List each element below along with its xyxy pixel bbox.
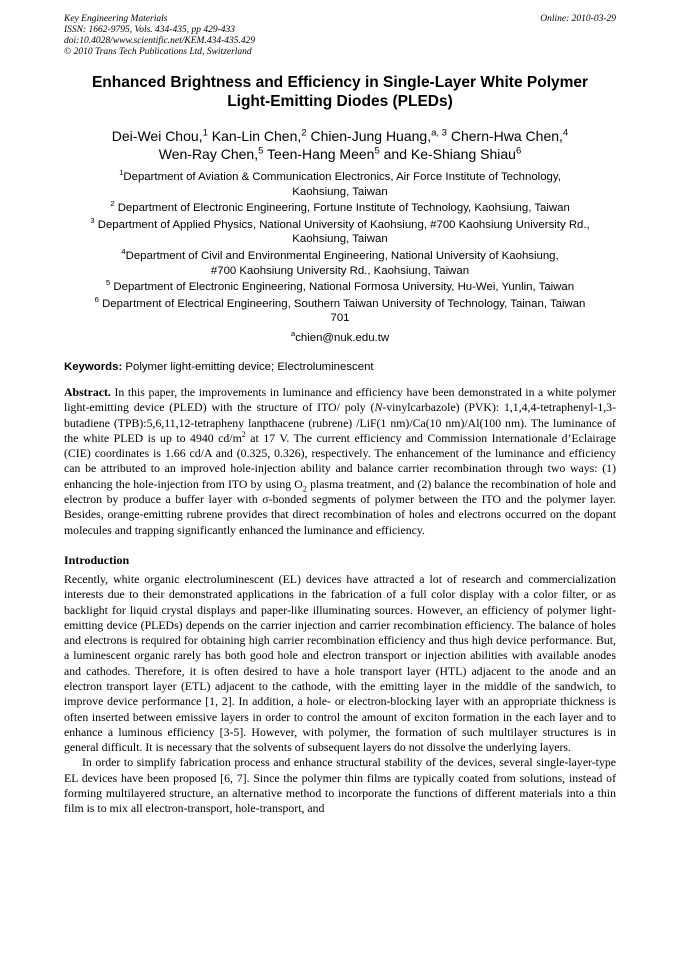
- abstract-italic: N: [374, 400, 383, 415]
- affiliation-item: [64, 294, 616, 326]
- abstract-text: at 17 V. The current efficiency and Commission Internationale d’Eclairage (CIE) coordinates is 1.66 cd/A and (0.325, 0.326), respectively. The enhancement of the luminance and efficiency can be attributed to an improved hole-injection ability and balance carrier recombination through two ways: (1) enhancing the hole-injection from ITO by using O: [64, 430, 617, 491]
- affiliation-number: 1: [119, 168, 124, 178]
- affiliation-text-cont: #700 Kaohsiung University Rd., Kaohsiung, Taiwan: [210, 264, 470, 277]
- affiliation-list: [64, 170, 616, 326]
- affiliation-text: Department of Electrical Engineering, Southern Taiwan University of Technology, Tainan, Taiwan: [102, 297, 586, 310]
- author-affiliation-mark: 2: [301, 127, 307, 139]
- journal-header: [64, 14, 616, 58]
- abstract-text: -vinylcarbazole) (PVK): 1,1,4,4-tetraphenyl-1,3-butadiene (TPB):5,6,11,12-tetrapheny lanpthacene (rubrene) /LiF(1 nm)/Ca(10 nm)/Al(100 nm). The luminance of the white PLED is up to 4940 cd/m: [64, 400, 616, 445]
- affiliation-text: Department of Electronic Engineering, Fortune Institute of Technology, Kaohsiung, Taiwan: [117, 202, 570, 215]
- author-list: [64, 127, 616, 163]
- keywords-label: Keywords:: [64, 360, 123, 373]
- keywords-line: [64, 361, 616, 373]
- affiliation-item: [64, 280, 616, 295]
- author-name: Kan-Lin Chen,: [207, 128, 302, 144]
- affiliation-item: [64, 215, 616, 247]
- introduction-heading: Introduction: [64, 552, 130, 567]
- affiliation-text: Department of Aviation & Communication Electronics, Air Force Institute of Technology,: [123, 171, 561, 183]
- doi-line: doi:10.4028/www.scientific.net/KEM.434-435.429: [64, 36, 256, 46]
- affiliation-text: Department of Applied Physics, National University of Kaohsiung, #700 Kaohsiung University Rd.,: [97, 218, 590, 231]
- affiliation-text-cont: 701: [330, 312, 350, 325]
- online-date: Online: 2010-03-29: [540, 14, 616, 24]
- issn-line: ISSN: 1662-9795, Vols. 434-435, pp 429-433: [64, 25, 235, 35]
- copyright-line: © 2010 Trans Tech Publications Ltd, Switzerland: [64, 47, 252, 57]
- affiliation-text: Department of Civil and Environmental Engineering, National University of Kaohsiung,: [125, 249, 559, 262]
- affiliation-number: 3: [90, 215, 95, 225]
- affiliation-number: 5: [105, 278, 111, 288]
- keywords-text: Polymer light-emitting device; Electroluminescent: [122, 360, 374, 373]
- author-affiliation-mark: 6: [515, 145, 522, 157]
- affiliation-number: 6: [94, 294, 99, 304]
- journal-name: Key Engineering Materials: [64, 14, 168, 24]
- affiliation-number: 2: [110, 199, 115, 209]
- author-affiliation-mark: a, 3: [431, 127, 447, 139]
- corresponding-email: [64, 329, 616, 344]
- abstract: [64, 385, 616, 538]
- author-name: Wen-Ray Chen,: [158, 146, 259, 162]
- author-affiliation-mark: 5: [258, 145, 264, 157]
- author-name: and Ke-Shiang Shiau: [379, 146, 516, 162]
- author-name: Dei-Wei Chou,: [111, 128, 203, 144]
- title-line-1: Enhanced Brightness and Efficiency in Single-Layer White Polymer: [91, 74, 589, 91]
- affiliation-text-cont: Kaohsiung, Taiwan: [292, 185, 388, 198]
- email-mark: a: [290, 329, 296, 339]
- author-affiliation-mark: 1: [202, 127, 208, 139]
- introduction-paragraph: In order to simplify fabrication process and enhance structural stability of the devices, several single-layer-type EL devices have been proposed [6, 7]. Since the polymer thin films are typically coated from solutions, instead of forming multilayered structure, an alternative method to incorporate the functions of different materials into a thin film is to mix all electron-transport, hole-transport, and: [64, 755, 616, 816]
- author-affiliation-mark: 4: [562, 127, 569, 139]
- affiliation-item: [64, 249, 616, 278]
- abstract-subscript: 2: [302, 484, 307, 494]
- title-line-2: Light-Emitting Diodes (PLEDs): [227, 93, 453, 110]
- affiliation-text: Department of Electronic Engineering, National Formosa University, Hu-Wei, Yunlin, Taiwan: [113, 281, 575, 294]
- abstract-label: Abstract.: [64, 384, 111, 399]
- abstract-superscript: 2: [241, 429, 246, 439]
- affiliation-number: 4: [121, 247, 126, 257]
- paper-title: [64, 73, 616, 111]
- author-name: Chern-Hwa Chen,: [446, 128, 563, 144]
- email-address: chien@nuk.edu.tw: [295, 331, 390, 344]
- affiliation-item: [64, 170, 616, 199]
- paper-page: [64, 14, 616, 817]
- abstract-text: plasma treatment, and (2) balance the recombination of hole and electron by produce a buffer layer with σ-bonded segments of polymer between the ITO and the polymer layer. Besides, orange-emitting rubrene provides that direct recombination of holes and electrons occurred on the dopant molecules and trapping significantly enhanced the luminance and efficiency.: [64, 476, 616, 537]
- author-affiliation-mark: 5: [374, 145, 380, 157]
- introduction-paragraph: Recently, white organic electroluminescent (EL) devices have attracted a lot of research and commercialization interests due to their demonstrated applications in the fabrication of a full color display with a color filter, or as backlight for liquid crystal displays and paper-like illuminating sources. However, an efficiency of polymer light-emitting device (PLEDs) depends on the carrier injection and carrier recombination efficiency. The balance of holes and electrons is required for obtaining high carrier recombination efficiency and thus high device performance. But, a luminescent organic rarely has both good hole and electron transport or injection abilities with available anodes and cathodes. Therefore, it is often desired to have a hole transport layer (HTL) adjacent to the anode and an electron transport layer (ETL) adjacent to the cathode, with the emitting layer in the middle of the sandwich, to improve device performance [1, 2]. In addition, a hole- or electron-blocking layer with an appropriate thickness is often inserted between emissive layers in order to control the amount of exciton formation in the each layer and to enhance a luminous efficiency [3-5]. However, with polymer, the formation of such multilayer structures is in general difficult. It is necessary that the solvents of subsequent layers do not dissolve the underlying layers.: [64, 571, 616, 755]
- author-name: Teen-Hang Meen: [263, 146, 375, 162]
- abstract-text: In this paper, the improvements in luminance and efficiency have been demonstrated in a white polymer light-emitting device (PLED) with the structure of ITO/ poly (: [64, 384, 616, 415]
- author-name: Chien-Jung Huang,: [306, 128, 432, 144]
- affiliation-item: [64, 201, 616, 216]
- affiliation-text-cont: Kaohsiung, Taiwan: [292, 233, 388, 246]
